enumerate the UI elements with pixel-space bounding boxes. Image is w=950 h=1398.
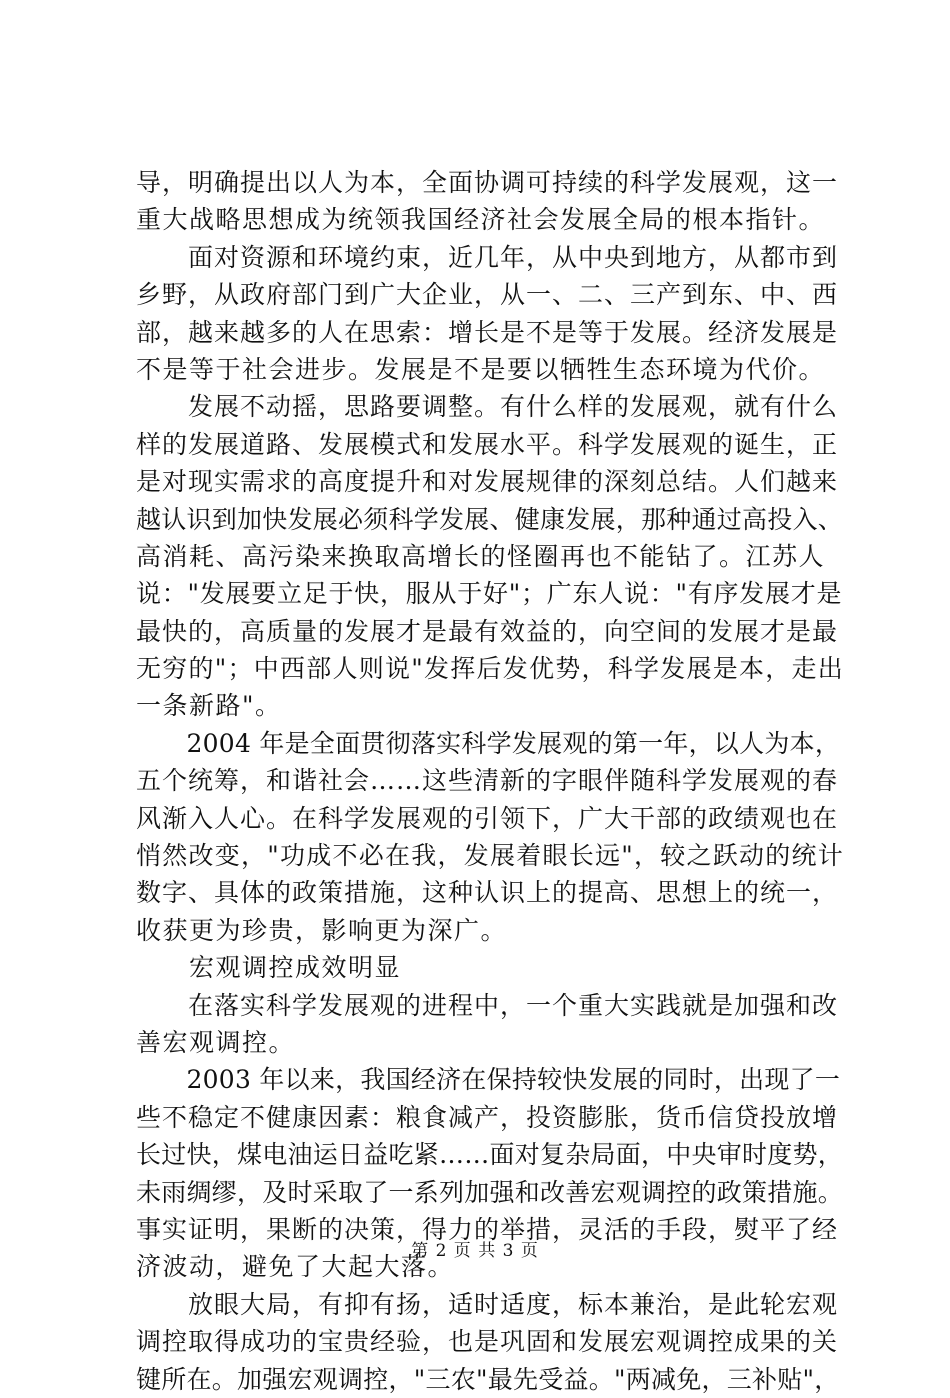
text-line: 重大战略思想成为统领我国经济社会发展全局的根本指针。 [136,205,826,235]
text-line: 说："发展要立足于快，服从于好"；广东人说："有序发展才是 [136,579,843,609]
text-line: 不是等于社会进步。发展是不是要以牺牲生态环境为代价。 [136,354,826,384]
text-line: 无穷的"；中西部人则说"发挥后发优势，科学发展是本，走出 [136,654,845,684]
text-line: 善宏观调控。 [136,1027,296,1057]
text-line: 高消耗、高污染来换取高增长的怪圈再也不能钻了。江苏人 [136,541,826,571]
text-line: 2004 年是全面贯彻落实科学发展观的第一年，以人为本， [136,728,841,758]
text-line: 调控取得成功的宝贵经验，也是巩固和发展宏观调控成果的关 [136,1327,839,1357]
text-line: 悄然改变，"功成不必在我，发展着眼长远"，较之跃动的统计 [136,841,845,871]
text-line: 些不稳定不健康因素：粮食减产，投资膨胀，货币信贷投放增 [136,1102,839,1132]
text-line: 发展不动摇，思路要调整。有什么样的发展观，就有什么 [136,392,839,422]
text-line: 2003 年以来，我国经济在保持较快发展的同时，出现了一 [136,1065,841,1095]
text-line: 宏观调控成效明显 [136,953,402,983]
body-text [136,164,844,1398]
text-line: 乡野，从政府部门到广大企业，从一、二、三产到东、中、西 [136,280,839,310]
text-line: 部，越来越多的人在思索：增长是不是等于发展。经济发展是 [136,317,839,347]
text-line: 收获更为珍贵，影响更为深广。 [136,915,508,945]
text-line: 在落实科学发展观的进程中，一个重大实践就是加强和改 [136,990,839,1020]
text-line: 长过快，煤电油运日益吃紧……面对复杂局面，中央审时度势， [136,1140,844,1170]
text-line: 越认识到加快发展必须科学发展、健康发展，那种通过高投入、 [136,504,844,534]
text-line: 最快的，高质量的发展才是最有效益的，向空间的发展才是最 [136,616,839,646]
text-line: 五个统筹，和谐社会……这些清新的字眼伴随科学发展观的春 [136,766,839,796]
text-line: 事实证明，果断的决策，得力的举措，灵活的手段，熨平了经 [136,1214,839,1244]
text-line: 一条新路"。 [136,691,282,721]
text-line: 导，明确提出以人为本，全面协调可持续的科学发展观，这一 [136,168,839,197]
text-line: 面对资源和环境约束，近几年，从中央到地方，从都市到 [136,242,839,272]
text-line: 济波动，避免了大起大落。 [136,1252,455,1282]
text-line: 键所在。加强宏观调控，"三农"最先受益。"两减免，三补贴"， [136,1364,840,1394]
text-line: 数字、具体的政策措施，这种认识上的提高、思想上的统一， [136,878,839,908]
text-line: 是对现实需求的高度提升和对发展规律的深刻总结。人们越来 [136,467,839,497]
text-line: 风渐入人心。在科学发展观的引领下，广大干部的政绩观也在 [136,803,839,833]
text-line: 样的发展道路、发展模式和发展水平。科学发展观的诞生，正 [136,429,839,459]
text-line: 放眼大局，有抑有扬，适时适度，标本兼治，是此轮宏观 [136,1289,839,1319]
page-footer: 第 2 页 共 3 页 [411,1241,539,1261]
text-line: 未雨绸缪，及时采取了一系列加强和改善宏观调控的政策措施。 [136,1177,844,1207]
